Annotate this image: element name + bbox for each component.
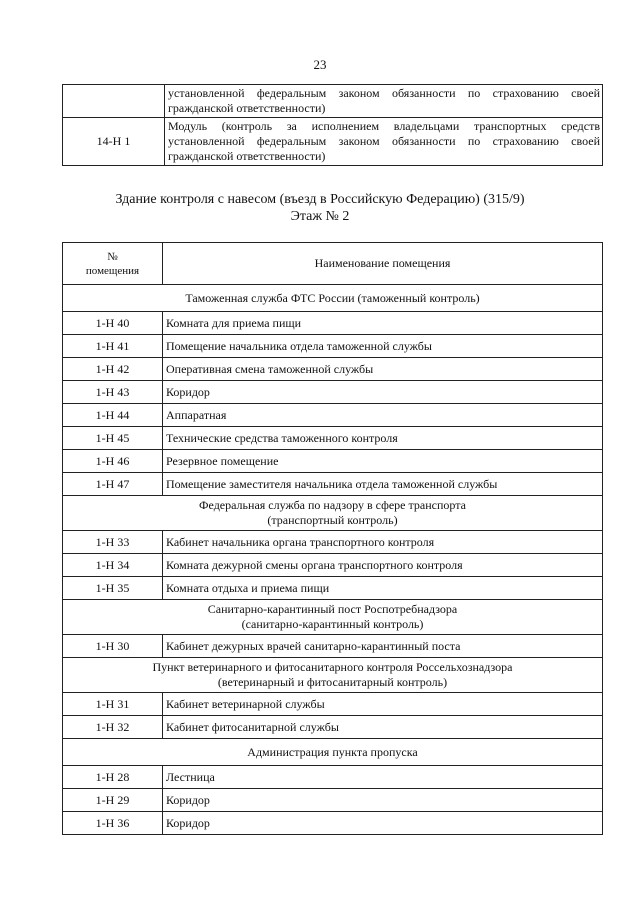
table-row <box>63 404 603 427</box>
continuation-table <box>62 84 603 166</box>
table-row <box>63 427 603 450</box>
section-customs <box>63 285 603 312</box>
section-title: Федеральная служба по надзору в сфере транспорта <box>199 498 466 512</box>
table-row <box>63 554 603 577</box>
room-name-cell: Аппаратная <box>163 404 603 427</box>
room-name-cell: Кабинет фитосанитарной службы <box>163 716 603 739</box>
floor-title: Этаж № 2 <box>290 209 350 224</box>
section-subtitle: (санитарно-карантинный контроль) <box>241 617 424 631</box>
room-number-cell: 1-Н 42 <box>63 358 163 381</box>
room-number-cell: 1-Н 45 <box>63 427 163 450</box>
room-number-cell: 1-Н 41 <box>63 335 163 358</box>
section-sanitary <box>63 600 603 635</box>
page-number: 23 <box>313 57 327 72</box>
table-row <box>63 716 603 739</box>
room-name-cell: Лестница <box>163 766 603 789</box>
section-row <box>63 285 603 312</box>
table-row <box>63 473 603 496</box>
room-name-cell: Кабинет дежурных врачей санитарно-карантинный поста <box>163 635 603 658</box>
room-number-cell: 1-Н 44 <box>63 404 163 427</box>
room-number-cell: 1-Н 31 <box>63 693 163 716</box>
rooms-table <box>62 242 603 835</box>
building-title: Здание контроля с навесом (въезд в Российскую Федерацию) (315/9) <box>115 192 525 207</box>
table-row <box>63 85 603 118</box>
table-row <box>63 577 603 600</box>
header-number-sign: № <box>107 250 118 263</box>
section-title: Администрация пункта пропуска <box>247 744 418 759</box>
room-number-cell: 1-Н 28 <box>63 766 163 789</box>
section-transport <box>63 496 603 531</box>
room-number-cell: 1-Н 35 <box>63 577 163 600</box>
table-row <box>63 335 603 358</box>
room-number-cell <box>63 85 165 118</box>
section-title: Таможенная служба ФТС России (таможенный контроль) <box>185 290 480 305</box>
section-subtitle: (ветеринарный и фитосанитарный контроль) <box>217 675 448 689</box>
table-header-row <box>63 243 603 285</box>
room-name-cell: Коридор <box>163 789 603 812</box>
table-row <box>63 635 603 658</box>
section-row <box>63 600 603 635</box>
building-heading <box>0 191 640 225</box>
room-name-cell: Коридор <box>163 812 603 835</box>
room-name-cell: Оперативная смена таможенной службы <box>163 358 603 381</box>
room-number-cell: 1-Н 47 <box>63 473 163 496</box>
table-row <box>63 531 603 554</box>
section-title: Пункт ветеринарного и фитосанитарного контроля Россельхознадзора <box>152 660 513 674</box>
table-row <box>63 312 603 335</box>
table-row <box>63 766 603 789</box>
room-name-cell: Помещение начальника отдела таможенной службы <box>163 335 603 358</box>
room-name-cell: Комната для приема пищи <box>163 312 603 335</box>
room-name-cell: Помещение заместителя начальника отдела таможенной службы <box>163 473 603 496</box>
room-number-cell: 1-Н 29 <box>63 789 163 812</box>
table-row <box>63 789 603 812</box>
room-name-cell: установленной федеральным законом обязанности по страхованию своей гражданской ответственности) <box>165 85 603 118</box>
room-name-cell: Модуль (контроль за исполнением владельцами транспортных средств установленной федеральным законом обязанности по страхованию своей гражданской ответственности) <box>165 118 603 166</box>
room-name-cell: Коридор <box>163 381 603 404</box>
table-row <box>63 812 603 835</box>
room-number-cell: 1-Н 43 <box>63 381 163 404</box>
table-row <box>63 358 603 381</box>
section-row <box>63 658 603 693</box>
table-row <box>63 381 603 404</box>
room-number-cell: 1-Н 36 <box>63 812 163 835</box>
room-name-cell: Комната дежурной смены органа транспортного контроля <box>163 554 603 577</box>
table-row <box>63 118 603 166</box>
room-name-cell: Кабинет начальника органа транспортного контроля <box>163 531 603 554</box>
header-room-name: Наименование помещения <box>163 243 603 285</box>
room-number-cell: 1-Н 33 <box>63 531 163 554</box>
room-name-cell: Технические средства таможенного контроля <box>163 427 603 450</box>
section-subtitle: (транспортный контроль) <box>267 513 398 527</box>
room-name-cell: Резервное помещение <box>163 450 603 473</box>
table-row <box>63 450 603 473</box>
section-administration <box>63 739 603 766</box>
section-row <box>63 739 603 766</box>
room-number-cell: 1-Н 40 <box>63 312 163 335</box>
table-row <box>63 693 603 716</box>
room-number-cell: 14-Н 1 <box>63 118 165 166</box>
room-number-cell: 1-Н 30 <box>63 635 163 658</box>
section-row <box>63 496 603 531</box>
room-number-cell: 1-Н 34 <box>63 554 163 577</box>
section-title: Санитарно-карантинный пост Роспотребнадзора <box>207 602 458 616</box>
room-name-cell: Кабинет ветеринарной службы <box>163 693 603 716</box>
header-number-label: помещения <box>85 264 140 277</box>
room-number-cell: 1-Н 46 <box>63 450 163 473</box>
section-veterinary <box>63 658 603 693</box>
header-room-number <box>63 243 163 285</box>
room-number-cell: 1-Н 32 <box>63 716 163 739</box>
room-name-cell: Комната отдыха и приема пищи <box>163 577 603 600</box>
